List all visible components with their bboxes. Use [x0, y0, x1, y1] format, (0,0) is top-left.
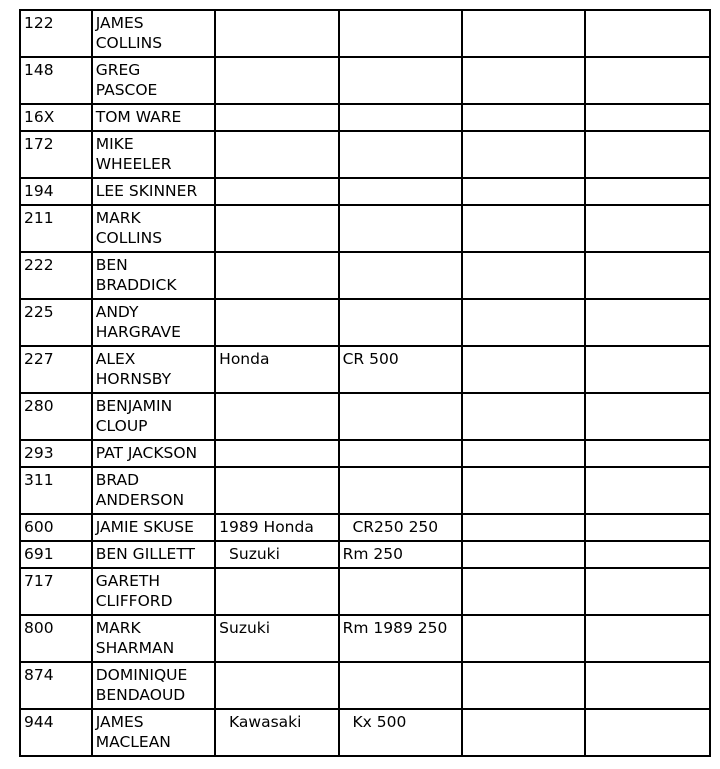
bike-model-cell-text: Rm 1989 250: [342, 619, 448, 637]
rider-name-cell: [92, 205, 215, 252]
bike-model-cell: [339, 252, 462, 299]
bike-model-cell-text: CR250 250: [342, 518, 439, 536]
entry-list-table: [19, 9, 711, 757]
rider-name-cell-text: PAT JACKSON: [95, 444, 198, 462]
blank-cell: [585, 178, 710, 205]
blank-cell: [585, 346, 710, 393]
rider-name-cell-text: MARK: [95, 209, 141, 227]
rider-number-cell: [20, 514, 92, 541]
table-row: [20, 299, 710, 346]
table-row: [20, 10, 710, 57]
table-row: [20, 57, 710, 104]
rider-number-cell: [20, 541, 92, 568]
rider-number-cell: [20, 615, 92, 662]
blank-cell: [585, 393, 710, 440]
bike-make-cell-text: Suzuki: [219, 619, 271, 637]
table-row: [20, 568, 710, 615]
rider-name-cell: [92, 252, 215, 299]
blank-cell: [462, 440, 585, 467]
rider-name-cell-text: DOMINIQUE: [95, 666, 188, 684]
rider-number-cell: [20, 252, 92, 299]
bike-model-cell: [339, 57, 462, 104]
rider-number-cell: [20, 346, 92, 393]
blank-cell: [585, 615, 710, 662]
bike-make-cell: [215, 541, 338, 568]
bike-make-cell: [215, 252, 338, 299]
table-row: [20, 178, 710, 205]
bike-make-cell: [215, 178, 338, 205]
bike-model-cell: [339, 393, 462, 440]
blank-cell: [462, 615, 585, 662]
rider-name-cell: [92, 662, 215, 709]
rider-name-cell-text: HARGRAVE: [95, 323, 181, 341]
blank-cell: [462, 467, 585, 514]
blank-cell: [462, 10, 585, 57]
rider-name-cell-text: BRADDICK: [95, 276, 177, 294]
rider-number-cell: [20, 568, 92, 615]
rider-name-cell: [92, 541, 215, 568]
rider-number-cell-text: 280: [24, 397, 54, 415]
rider-number-cell-text: 16X: [24, 108, 55, 126]
rider-number-cell: [20, 709, 92, 756]
rider-name-cell-text: CLIFFORD: [95, 592, 173, 610]
rider-number-cell: [20, 57, 92, 104]
rider-name-cell-text: MIKE: [95, 135, 134, 153]
bike-make-cell-text: Suzuki: [219, 545, 280, 563]
blank-cell: [462, 346, 585, 393]
table-row: [20, 393, 710, 440]
rider-name-cell-text: HORNSBY: [95, 370, 172, 388]
rider-name-cell-text: JAMES: [95, 713, 144, 731]
bike-make-cell-text: 1989 Honda: [219, 518, 314, 536]
table-row: [20, 440, 710, 467]
rider-name-cell-text: BENJAMIN: [95, 397, 173, 415]
rider-name-cell-text: MACLEAN: [95, 733, 171, 751]
bike-model-cell-text: Kx 500: [342, 713, 407, 731]
rider-number-cell-text: 222: [24, 256, 54, 274]
bike-model-cell: [339, 615, 462, 662]
bike-make-cell: [215, 393, 338, 440]
rider-name-cell-text: LEE SKINNER: [95, 182, 198, 200]
blank-cell: [462, 178, 585, 205]
blank-cell: [585, 205, 710, 252]
blank-cell: [585, 104, 710, 131]
blank-cell: [462, 57, 585, 104]
bike-make-cell: [215, 346, 338, 393]
rider-number-cell-text: 122: [24, 14, 54, 32]
blank-cell: [462, 252, 585, 299]
bike-model-cell: [339, 467, 462, 514]
bike-make-cell: [215, 709, 338, 756]
rider-name-cell-text: CLOUP: [95, 417, 148, 435]
rider-name-cell-text: COLLINS: [95, 34, 163, 52]
rider-number-cell: [20, 131, 92, 178]
bike-model-cell: [339, 709, 462, 756]
rider-name-cell: [92, 514, 215, 541]
rider-name-cell: [92, 440, 215, 467]
blank-cell: [585, 10, 710, 57]
rider-name-cell: [92, 131, 215, 178]
blank-cell: [585, 541, 710, 568]
blank-cell: [462, 541, 585, 568]
rider-name-cell-text: GARETH: [95, 572, 161, 590]
bike-model-cell: [339, 568, 462, 615]
rider-name-cell: [92, 709, 215, 756]
rider-name-cell-text: JAMES: [95, 14, 144, 32]
rider-name-cell: [92, 57, 215, 104]
table-row: [20, 615, 710, 662]
rider-name-cell: [92, 568, 215, 615]
rider-number-cell-text: 717: [24, 572, 54, 590]
rider-number-cell-text: 293: [24, 444, 54, 462]
rider-name-cell-text: JAMIE SKUSE: [95, 518, 194, 536]
rider-name-cell-text: BEN: [95, 256, 128, 274]
rider-number-cell-text: 800: [24, 619, 54, 637]
blank-cell: [462, 393, 585, 440]
table-row: [20, 205, 710, 252]
rider-number-cell: [20, 104, 92, 131]
blank-cell: [462, 299, 585, 346]
bike-make-cell-text: Honda: [219, 350, 270, 368]
blank-cell: [462, 104, 585, 131]
blank-cell: [585, 662, 710, 709]
rider-name-cell-text: MARK: [95, 619, 141, 637]
rider-number-cell-text: 148: [24, 61, 54, 79]
bike-model-cell: [339, 299, 462, 346]
rider-number-cell-text: 311: [24, 471, 54, 489]
bike-model-cell: [339, 178, 462, 205]
blank-cell: [585, 252, 710, 299]
rider-number-cell: [20, 440, 92, 467]
rider-name-cell-text: BRAD: [95, 471, 140, 489]
rider-number-cell-text: 600: [24, 518, 54, 536]
rider-number-cell-text: 227: [24, 350, 54, 368]
blank-cell: [585, 514, 710, 541]
table-row: [20, 467, 710, 514]
table-row: [20, 252, 710, 299]
table-row: [20, 541, 710, 568]
bike-model-cell: [339, 662, 462, 709]
rider-number-cell: [20, 205, 92, 252]
blank-cell: [585, 568, 710, 615]
entry-list-body: [20, 10, 710, 756]
blank-cell: [585, 440, 710, 467]
bike-model-cell: [339, 514, 462, 541]
rider-name-cell-text: BEN GILLETT: [95, 545, 195, 563]
rider-number-cell: [20, 10, 92, 57]
bike-model-cell: [339, 541, 462, 568]
bike-make-cell: [215, 131, 338, 178]
rider-number-cell-text: 172: [24, 135, 54, 153]
table-row: [20, 662, 710, 709]
table-row: [20, 709, 710, 756]
blank-cell: [585, 57, 710, 104]
rider-name-cell-text: PASCOE: [95, 81, 158, 99]
rider-number-cell-text: 225: [24, 303, 54, 321]
rider-name-cell-text: WHEELER: [95, 155, 172, 173]
bike-model-cell: [339, 440, 462, 467]
rider-name-cell: [92, 346, 215, 393]
rider-name-cell-text: GREG: [95, 61, 141, 79]
bike-make-cell: [215, 10, 338, 57]
rider-name-cell: [92, 10, 215, 57]
blank-cell: [462, 514, 585, 541]
bike-model-cell: [339, 10, 462, 57]
rider-number-cell: [20, 299, 92, 346]
bike-make-cell: [215, 57, 338, 104]
rider-number-cell: [20, 178, 92, 205]
rider-name-cell: [92, 467, 215, 514]
bike-model-cell: [339, 205, 462, 252]
rider-number-cell-text: 211: [24, 209, 54, 227]
rider-name-cell-text: BENDAOUD: [95, 686, 186, 704]
bike-model-cell-text: Rm 250: [342, 545, 403, 563]
table-row: [20, 104, 710, 131]
blank-cell: [462, 662, 585, 709]
rider-name-cell-text: ANDERSON: [95, 491, 185, 509]
rider-name-cell: [92, 615, 215, 662]
blank-cell: [462, 709, 585, 756]
bike-make-cell: [215, 205, 338, 252]
rider-name-cell: [92, 393, 215, 440]
rider-name-cell-text: SHARMAN: [95, 639, 175, 657]
bike-model-cell-text: CR 500: [342, 350, 399, 368]
bike-make-cell: [215, 299, 338, 346]
rider-number-cell-text: 874: [24, 666, 54, 684]
bike-make-cell-text: Kawasaki: [219, 713, 302, 731]
rider-name-cell: [92, 299, 215, 346]
bike-make-cell: [215, 662, 338, 709]
rider-name-cell: [92, 104, 215, 131]
rider-name-cell: [92, 178, 215, 205]
bike-make-cell: [215, 568, 338, 615]
rider-number-cell-text: 691: [24, 545, 54, 563]
rider-number-cell: [20, 393, 92, 440]
rider-name-cell-text: ALEX: [95, 350, 136, 368]
blank-cell: [462, 131, 585, 178]
rider-name-cell-text: COLLINS: [95, 229, 163, 247]
blank-cell: [462, 568, 585, 615]
rider-number-cell: [20, 467, 92, 514]
rider-number-cell-text: 944: [24, 713, 54, 731]
bike-make-cell: [215, 615, 338, 662]
blank-cell: [585, 299, 710, 346]
blank-cell: [462, 205, 585, 252]
bike-model-cell: [339, 346, 462, 393]
bike-model-cell: [339, 104, 462, 131]
rider-name-cell-text: TOM WARE: [95, 108, 182, 126]
bike-model-cell: [339, 131, 462, 178]
bike-make-cell: [215, 440, 338, 467]
table-row: [20, 346, 710, 393]
bike-make-cell: [215, 104, 338, 131]
blank-cell: [585, 467, 710, 514]
rider-number-cell-text: 194: [24, 182, 54, 200]
bike-make-cell: [215, 514, 338, 541]
rider-name-cell-text: ANDY: [95, 303, 139, 321]
bike-make-cell: [215, 467, 338, 514]
table-row: [20, 131, 710, 178]
blank-cell: [585, 709, 710, 756]
table-row: [20, 514, 710, 541]
rider-number-cell: [20, 662, 92, 709]
blank-cell: [585, 131, 710, 178]
